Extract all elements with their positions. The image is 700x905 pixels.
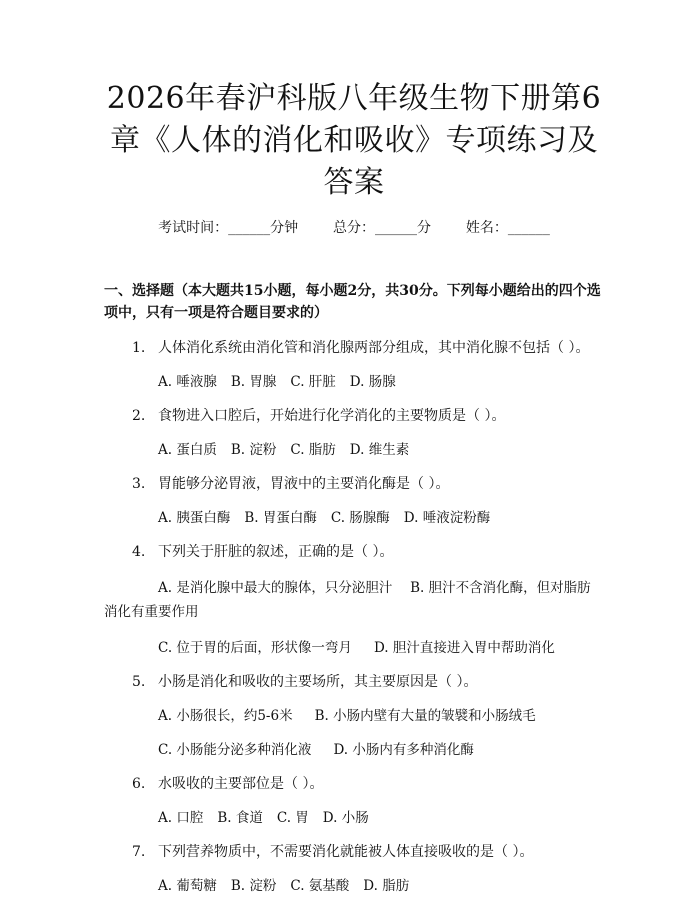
question-1: [104, 338, 604, 392]
exam-time: 考试时间：______分钟: [158, 220, 299, 236]
question-text: 下列营养物质中，不需要消化就能被人体直接吸收的是（ ）。: [158, 844, 534, 860]
option-c: C. 肠腺酶: [330, 510, 390, 526]
exam-meta: [104, 218, 604, 238]
option-a: A. 唾液腺: [158, 374, 217, 390]
total-score: 总分：______分: [333, 220, 431, 236]
option-a: A. 胰蛋白酶: [158, 510, 231, 526]
option-d: D. 维生素: [349, 442, 410, 458]
question-number: 3.: [132, 476, 146, 492]
question-options-cd: [104, 740, 604, 760]
option-d: D. 肠腺: [349, 374, 396, 390]
option-b: B. 胃腺: [230, 374, 277, 390]
option-a: A. 蛋白质: [158, 442, 217, 458]
question-options: [104, 372, 604, 392]
option-c: C. 胃: [276, 810, 309, 826]
question-text: 食物进入口腔后，开始进行化学消化的主要物质是（ ）。: [158, 408, 506, 424]
question-options: [104, 508, 604, 528]
option-d: D. 小肠: [322, 810, 369, 826]
question-number: 5.: [132, 674, 146, 690]
option-a: A. 小肠很长，约5-6米: [158, 708, 293, 724]
option-b: B. 食道: [217, 810, 263, 826]
question-number: 7.: [132, 844, 146, 860]
section-heading-choice: 一、选择题（本大题共15小题，每小题2分，共30分。下列每小题给出的四个选项中，只有一项是符合题目要求的）: [104, 283, 601, 321]
question-7: [104, 842, 604, 896]
option-b: B. 小肠内壁有大量的皱襞和小肠绒毛: [314, 708, 536, 724]
question-options-ab: [104, 706, 604, 726]
option-c: C. 位于胃的后面，形状像一弯月: [158, 640, 352, 656]
option-d: D. 小肠内有多种消化酶: [333, 742, 474, 758]
option-d: D. 唾液淀粉酶: [403, 510, 491, 526]
question-text: 水吸收的主要部位是（ ）。: [158, 776, 324, 792]
question-number: 2.: [132, 408, 146, 424]
question-3: [104, 474, 604, 528]
question-options: [104, 440, 604, 460]
option-c: C. 氨基酸: [290, 878, 350, 894]
option-c: C. 脂肪: [290, 442, 336, 458]
question-4: [104, 542, 604, 658]
question-options: [104, 808, 604, 828]
question-options-cd: [104, 638, 604, 658]
question-number: 6.: [132, 776, 146, 792]
question-text: 人体消化系统由消化管和消化腺两部分组成，其中消化腺不包括（ ）。: [158, 340, 590, 356]
option-c: C. 小肠能分泌多种消化液: [158, 742, 312, 758]
option-d: D. 脂肪: [363, 878, 410, 894]
question-2: [104, 406, 604, 460]
question-5: [104, 672, 604, 760]
option-b: B. 淀粉: [230, 878, 277, 894]
question-text: 小肠是消化和吸收的主要场所，其主要原因是（ ）。: [158, 674, 478, 690]
student-name: 姓名：______: [465, 220, 550, 236]
question-text: 胃能够分泌胃液，胃液中的主要消化酶是（ ）。: [158, 476, 450, 492]
question-number: 4.: [132, 544, 146, 560]
question-text: 下列关于肝脏的叙述，正确的是（ ）。: [158, 544, 394, 560]
document-title: 2026年春沪科版八年级生物下册第6章《人体的消化和吸收》专项练习及答案: [106, 81, 602, 200]
option-b: B. 淀粉: [230, 442, 277, 458]
question-number: 1.: [132, 340, 146, 356]
question-options-ab: A. 是消化腺中最大的腺体，只分泌胆汁 B. 胆汁不含消化酶，但对脂肪消化有重要作用: [104, 580, 591, 620]
question-6: [104, 774, 604, 828]
option-d: D. 胆汁直接进入胃中帮助消化: [373, 640, 555, 656]
option-c: C. 肝脏: [290, 374, 336, 390]
option-a: A. 口腔: [158, 810, 204, 826]
option-b: B. 胃蛋白酶: [244, 510, 317, 526]
option-a: A. 葡萄糖: [158, 878, 217, 894]
question-options: [104, 876, 604, 896]
